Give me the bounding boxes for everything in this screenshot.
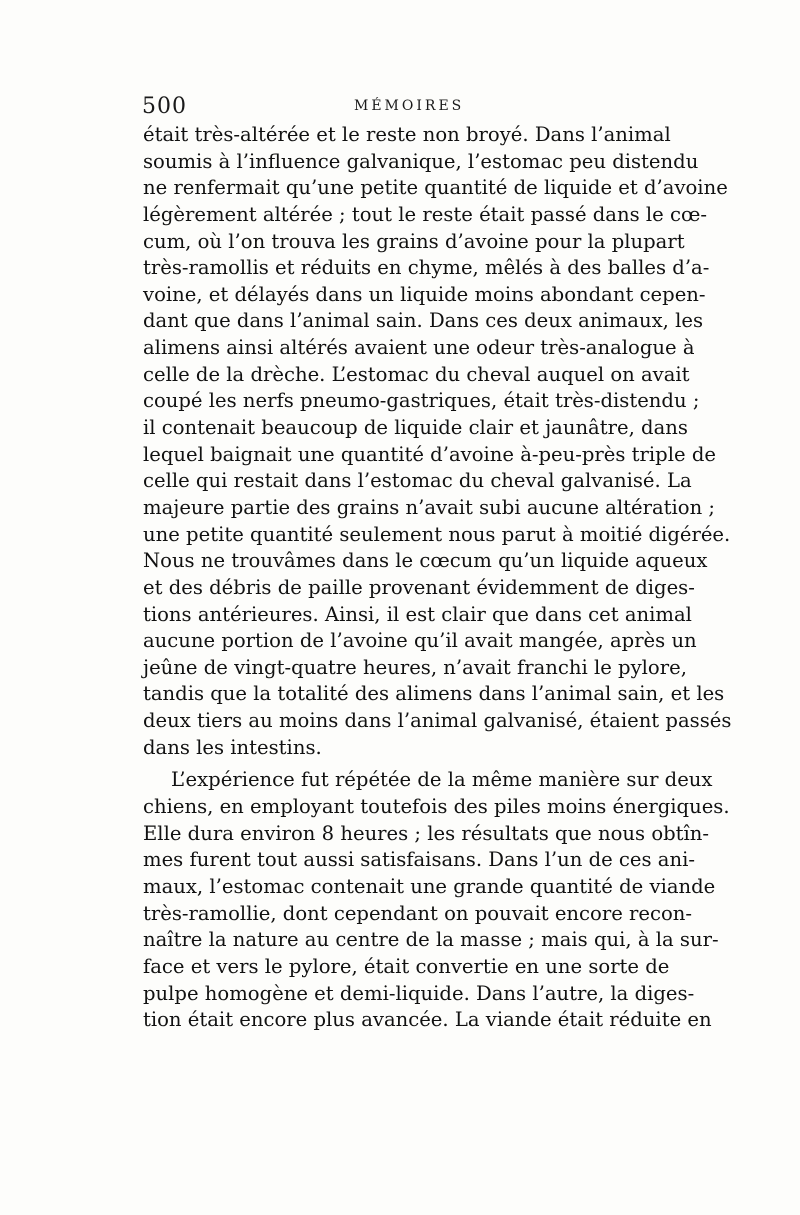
text-line: une petite quantité seulement nous parut à moitié digérée. [143, 522, 731, 546]
text-line: chiens, en employant toutefois des piles moins énergiques. [143, 795, 730, 819]
text-line: alimens ainsi altérés avaient une odeur très-analogue à [143, 336, 695, 360]
text-line: dant que dans l’animal sain. Dans ces deux animaux, les [143, 309, 704, 333]
text-line: légèrement altérée ; tout le reste était passé dans le cœ- [143, 202, 707, 226]
running-head [142, 94, 656, 120]
text-line: jeûne de vingt-quatre heures, n’avait franchi le pylore, [143, 655, 687, 679]
text-line: aucune portion de l’avoine qu’il avait mangée, après un [143, 629, 697, 653]
text-line: maux, l’estomac contenait une grande quantité de viande [143, 874, 716, 898]
text-line: et des débris de paille provenant évidemment de diges- [143, 575, 695, 599]
text-line: face et vers le pylore, était convertie en une sorte de [143, 954, 670, 978]
text-line: L’expérience fut répétée de la même manière sur deux [171, 768, 713, 792]
body-text [143, 122, 732, 1034]
text-line: soumis à l’influence galvanique, l’estomac peu distendu [143, 149, 699, 173]
text-line: tions antérieures. Ainsi, il est clair que dans cet animal [143, 602, 692, 626]
text-line: celle qui restait dans l’estomac du cheval galvanisé. La [143, 469, 692, 493]
text-line: lequel baignait une quantité d’avoine à-peu-près triple de [143, 442, 716, 466]
text-line: il contenait beaucoup de liquide clair et jaunâtre, dans [143, 416, 688, 440]
text-line: Elle dura environ 8 heures ; les résultats que nous obtîn- [143, 821, 710, 845]
text-line: Nous ne trouvâmes dans le cœcum qu’un liquide aqueux [143, 549, 708, 573]
page-number: 500 [142, 94, 187, 119]
text-line: voine, et délayés dans un liquide moins abondant cepen- [143, 282, 706, 306]
text-line: mes furent tout aussi satisfaisans. Dans l’un de ces ani- [143, 848, 695, 872]
text-line: très-ramollis et réduits en chyme, mêlés à des balles d’a- [143, 256, 710, 280]
text-line: coupé les nerfs pneumo-gastriques, était très-distendu ; [143, 389, 700, 413]
text-line: dans les intestins. [143, 735, 322, 759]
text-line: cum, où l’on trouva les grains d’avoine pour la plupart [143, 229, 685, 253]
text-line: tandis que la totalité des alimens dans l’animal sain, et les [143, 682, 725, 706]
text-line: tion était encore plus avancée. La viande était réduite en [143, 1008, 712, 1032]
paragraph-2 [143, 767, 730, 1033]
text-line: pulpe homogène et demi-liquide. Dans l’autre, la diges- [143, 981, 695, 1005]
running-title: MÉMOIRES [354, 98, 465, 114]
text-line: très-ramollie, dont cependant on pouvait encore recon- [143, 901, 692, 925]
text-line: celle de la drèche. L’estomac du cheval auquel on avait [143, 362, 690, 386]
text-line: majeure partie des grains n’avait subi aucune altération ; [143, 495, 716, 519]
text-line: deux tiers au moins dans l’animal galvanisé, étaient passés [143, 709, 732, 733]
paragraph-1 [143, 122, 732, 761]
text-line: naître la nature au centre de la masse ; mais qui, à la sur- [143, 928, 719, 952]
text-line: était très-altérée et le reste non broyé. Dans l’animal [143, 123, 671, 146]
text-line: ne renfermait qu’une petite quantité de liquide et d’avoine [143, 176, 728, 200]
